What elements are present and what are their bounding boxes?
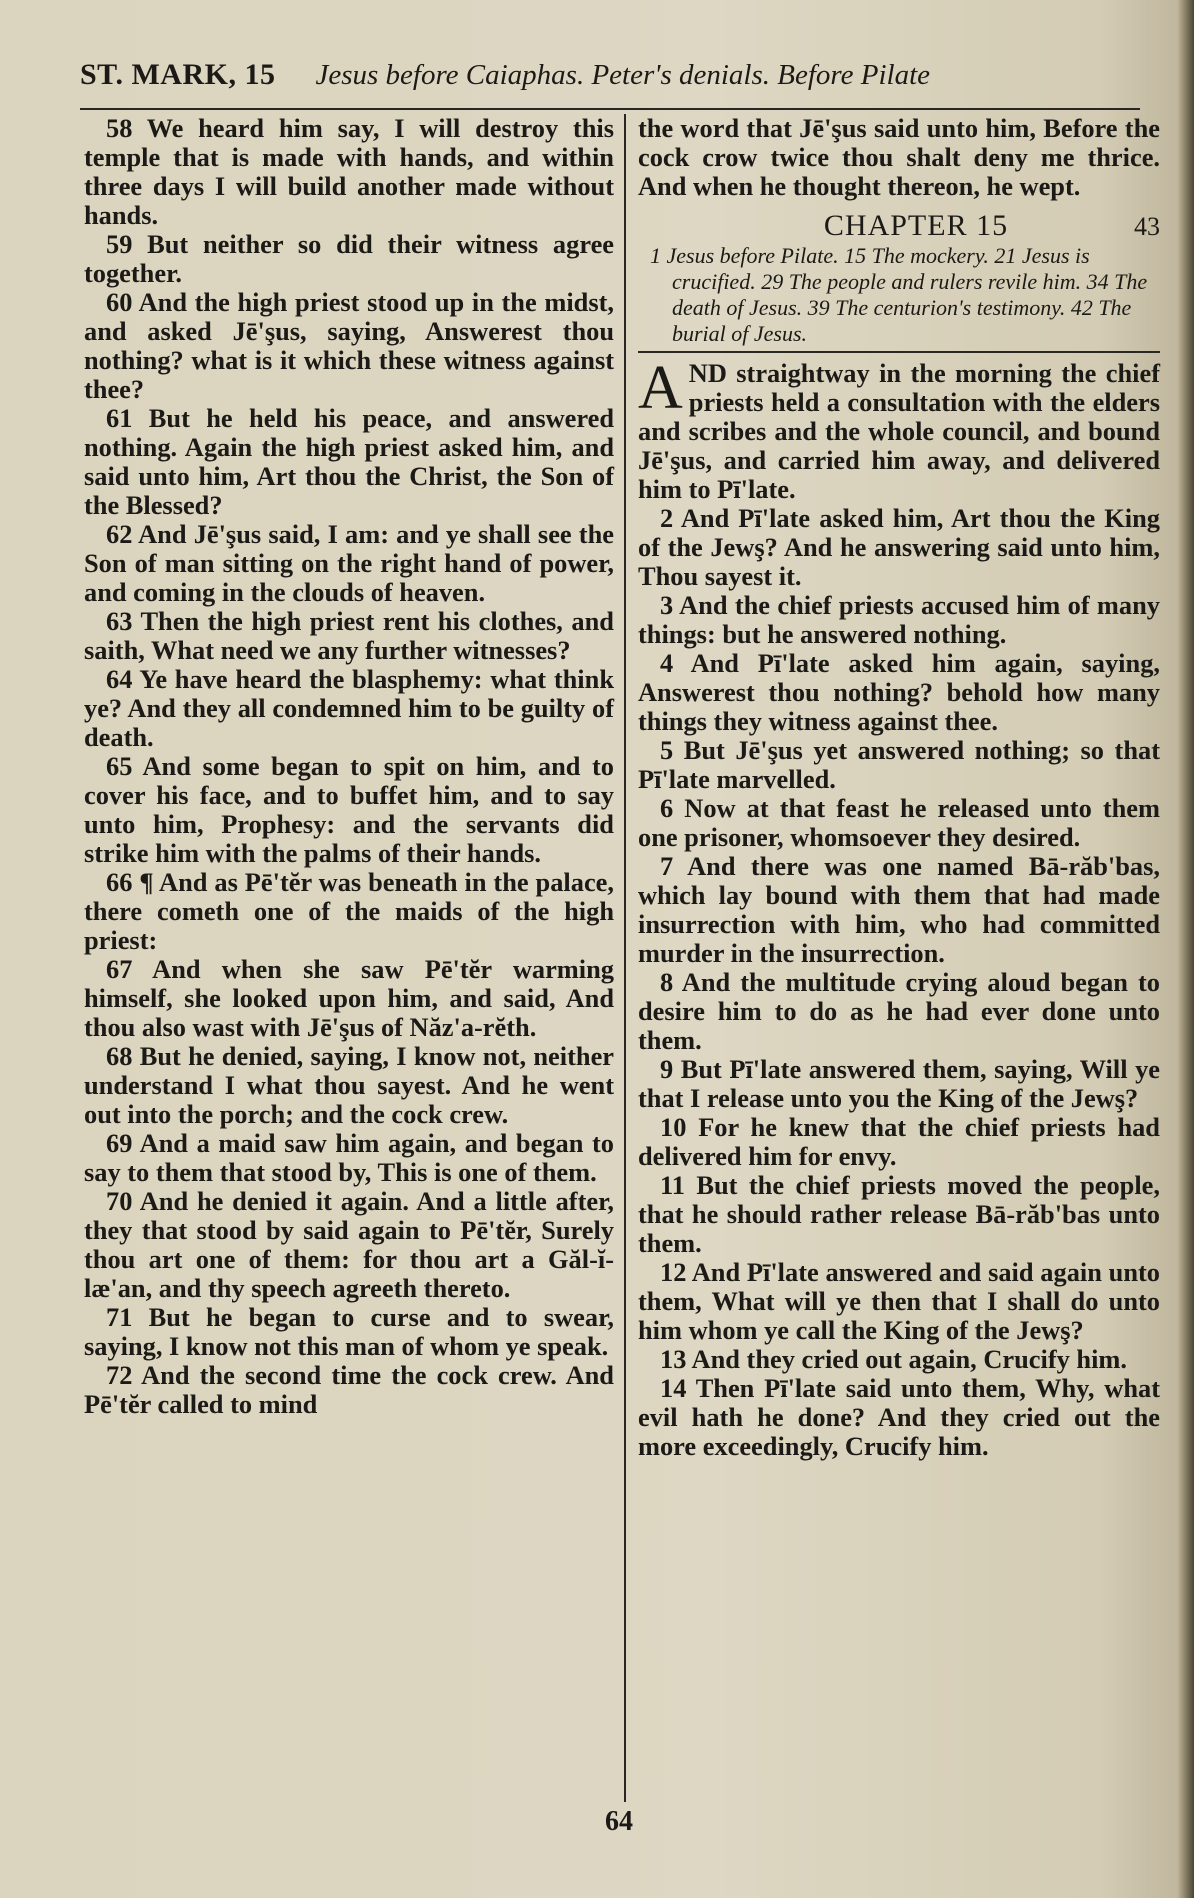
verse-text: Then Pī'late said unto them, Why, what evil hath he done? And they cried out the more exceedingly, Crucify him. <box>638 1373 1160 1461</box>
verse-12 <box>638 1258 1160 1345</box>
left-column <box>84 114 614 1419</box>
header-rule <box>80 108 1140 110</box>
verse-text: ¶ And as Pē'tĕr was beneath in the palace, there cometh one of the maids of the high priest: <box>84 867 614 955</box>
verse-text: And the second time the cock crew. And Pē'tĕr called to mind <box>84 1360 614 1419</box>
verse-number: 61 <box>106 403 133 433</box>
verse-text: Now at that feast he released unto them one prisoner, whomsoever they desired. <box>638 793 1160 852</box>
column-divider <box>624 114 626 1802</box>
verse-5 <box>638 736 1160 794</box>
verse-10 <box>638 1113 1160 1171</box>
verse-number: 7 <box>660 851 674 881</box>
chapter-verse-count: 43 <box>1134 212 1160 241</box>
verse-number: 67 <box>106 954 133 984</box>
verse-60 <box>84 288 614 404</box>
chapter-title: CHAPTER 15 <box>823 209 1009 242</box>
book-chapter-heading: ST. MARK, 15 <box>80 58 276 91</box>
verse-number: 63 <box>106 606 133 636</box>
verse-number: 10 <box>660 1112 687 1142</box>
verse-62 <box>84 520 614 607</box>
running-header <box>80 58 1150 108</box>
right-verses <box>638 504 1160 1461</box>
verse-text: But Pī'late answered them, saying, Will ye that I release unto you the King of the Jewş? <box>638 1054 1160 1113</box>
page-number: 64 <box>605 1806 633 1837</box>
verse-13 <box>638 1345 1160 1374</box>
verse-number: 70 <box>106 1186 133 1216</box>
verse-number: 9 <box>660 1054 674 1084</box>
verse-number: 64 <box>106 664 133 694</box>
chapter-summary: 1 Jesus before Pilate. 15 The mockery. 21 Jesus is crucified. 29 The people and rulers revile him. 34 The death of Jesus. 39 The centurion's testimony. 42 The burial of Jesus. <box>650 243 1148 346</box>
verse-continuation: the word that Jē'şus said unto him, Before the cock crow twice thou shalt deny me thrice. And when he thought thereon, he wept. <box>638 113 1160 201</box>
verse-text: And there was one named Bā-răb'bas, which lay bound with them that had made insurrection with him, who had committed murder in the insurrection. <box>638 851 1160 968</box>
summary-rule <box>638 351 1160 353</box>
verse-1 <box>638 354 1160 504</box>
verse-number: 58 <box>106 113 133 143</box>
verse-6 <box>638 794 1160 852</box>
verse-number: 2 <box>660 503 674 533</box>
verse-number: 11 <box>660 1170 685 1200</box>
verse-text: Then the high priest rent his clothes, and saith, What need we any further witnesses? <box>84 606 614 665</box>
verse-number: 62 <box>106 519 133 549</box>
right-column <box>638 114 1160 1461</box>
verse-number: 68 <box>106 1041 133 1071</box>
verse-58 <box>84 114 614 230</box>
verse-7 <box>638 852 1160 968</box>
chapter-heading <box>638 211 1160 241</box>
verse-number: 14 <box>660 1373 687 1403</box>
verse-number: 71 <box>106 1302 133 1332</box>
verse-number: 60 <box>106 287 133 317</box>
verse-71 <box>84 1303 614 1361</box>
verse-text: And they cried out again, Crucify him. <box>691 1344 1127 1374</box>
verse-65 <box>84 752 614 868</box>
verse-text: But he began to curse and to swear, saying, I know not this man of whom ye speak. <box>84 1302 614 1361</box>
verse-68 <box>84 1042 614 1129</box>
verse-number: 72 <box>106 1360 133 1390</box>
verse-text: We heard him say, I will destroy this temple that is made with hands, and within three days I will build another made without hands. <box>84 113 614 230</box>
verse-text: But the chief priests moved the people, that he should rather release Bā-răb'bas unto them. <box>638 1170 1160 1258</box>
topics-heading: Jesus before Caiaphas. Peter's denials. Before Pilate <box>315 59 931 91</box>
verse-number: 69 <box>106 1128 133 1158</box>
verse-text: And he denied it again. And a little after, they that stood by said again to Pē'tĕr, Surely thou art one of them: for thou art a Găl-ĭ-læ'an, and thy speech agreeth thereto. <box>84 1186 614 1303</box>
verse-text: But neither so did their witness agree together. <box>84 229 614 288</box>
verse-61 <box>84 404 614 520</box>
verse-67 <box>84 955 614 1042</box>
verse-4 <box>638 649 1160 736</box>
verse-14 <box>638 1374 1160 1461</box>
verse-text: And the high priest stood up in the midst, and asked Jē'şus, saying, Answerest thou nothing? what is it which these witness against thee? <box>84 287 614 404</box>
verse-text: And Jē'şus said, I am: and ye shall see the Son of man sitting on the right hand of power, and coming in the clouds of heaven. <box>84 519 614 607</box>
verse-1-text: ND straightway in the morning the chief priests held a consultation with the elders and scribes and the whole council, and bound Jē'şus, and carried him away, and delivered him to Pī'late. <box>638 358 1160 504</box>
verse-69 <box>84 1129 614 1187</box>
verse-9 <box>638 1055 1160 1113</box>
verse-text: For he knew that the chief priests had delivered him for envy. <box>638 1112 1160 1171</box>
verse-63 <box>84 607 614 665</box>
verse-number: 3 <box>660 590 674 620</box>
verse-text: But Jē'şus yet answered nothing; so that Pī'late marvelled. <box>638 735 1160 794</box>
verse-number: 8 <box>660 967 674 997</box>
verse-8 <box>638 968 1160 1055</box>
verse-text: But he held his peace, and answered nothing. Again the high priest asked him, and said unto him, Art thou the Christ, the Son of the Blessed? <box>84 403 614 520</box>
page-edge <box>1178 0 1194 1898</box>
verse-11 <box>638 1171 1160 1258</box>
verse-64 <box>84 665 614 752</box>
verse-59 <box>84 230 614 288</box>
verse-number: 6 <box>660 793 674 823</box>
verse-70 <box>84 1187 614 1303</box>
verse-text: And some began to spit on him, and to cover his face, and to buffet him, and to say unto him, Prophesy: and the servants did strike him with the palms of their hands. <box>84 751 614 868</box>
verse-number: 66 <box>106 867 133 897</box>
verse-text: And Pī'late asked him again, saying, Answerest thou nothing? behold how many things they witness against thee. <box>638 648 1160 736</box>
verse-number: 13 <box>660 1344 687 1374</box>
verse-text: And Pī'late answered and said again unto them, What will ye then that I shall do unto him whom ye call the King of the Jewş? <box>638 1257 1160 1345</box>
verse-number: 4 <box>660 648 674 678</box>
verse-text: But he denied, saying, I know not, neither understand I what thou sayest. And he went out into the porch; and the cock crew. <box>84 1041 614 1129</box>
verse-number: 65 <box>106 751 133 781</box>
verse-text: And the chief priests accused him of many things: but he answered nothing. <box>638 590 1160 649</box>
verse-72 <box>84 1361 614 1419</box>
verse-3 <box>638 591 1160 649</box>
drop-cap: A <box>638 354 683 422</box>
verse-text: And Pī'late asked him, Art thou the King of the Jewş? And he answering said unto him, Thou sayest it. <box>638 503 1160 591</box>
verse-text: Ye have heard the blasphemy: what think ye? And they all condemned him to be guilty of death. <box>84 664 614 752</box>
verse-number: 12 <box>660 1257 687 1287</box>
verse-text: And the multitude crying aloud began to desire him to do as he had ever done unto them. <box>638 967 1160 1055</box>
verse-number: 59 <box>106 229 133 259</box>
verse-2 <box>638 504 1160 591</box>
verse-66 <box>84 868 614 955</box>
verse-text: And a maid saw him again, and began to say to them that stood by, This is one of them. <box>84 1128 614 1187</box>
verse-text: And when she saw Pē'tĕr warming himself, she looked upon him, and said, And thou also wast with Jē'şus of Năz'a-rĕth. <box>84 954 614 1042</box>
verse-number: 5 <box>660 735 674 765</box>
